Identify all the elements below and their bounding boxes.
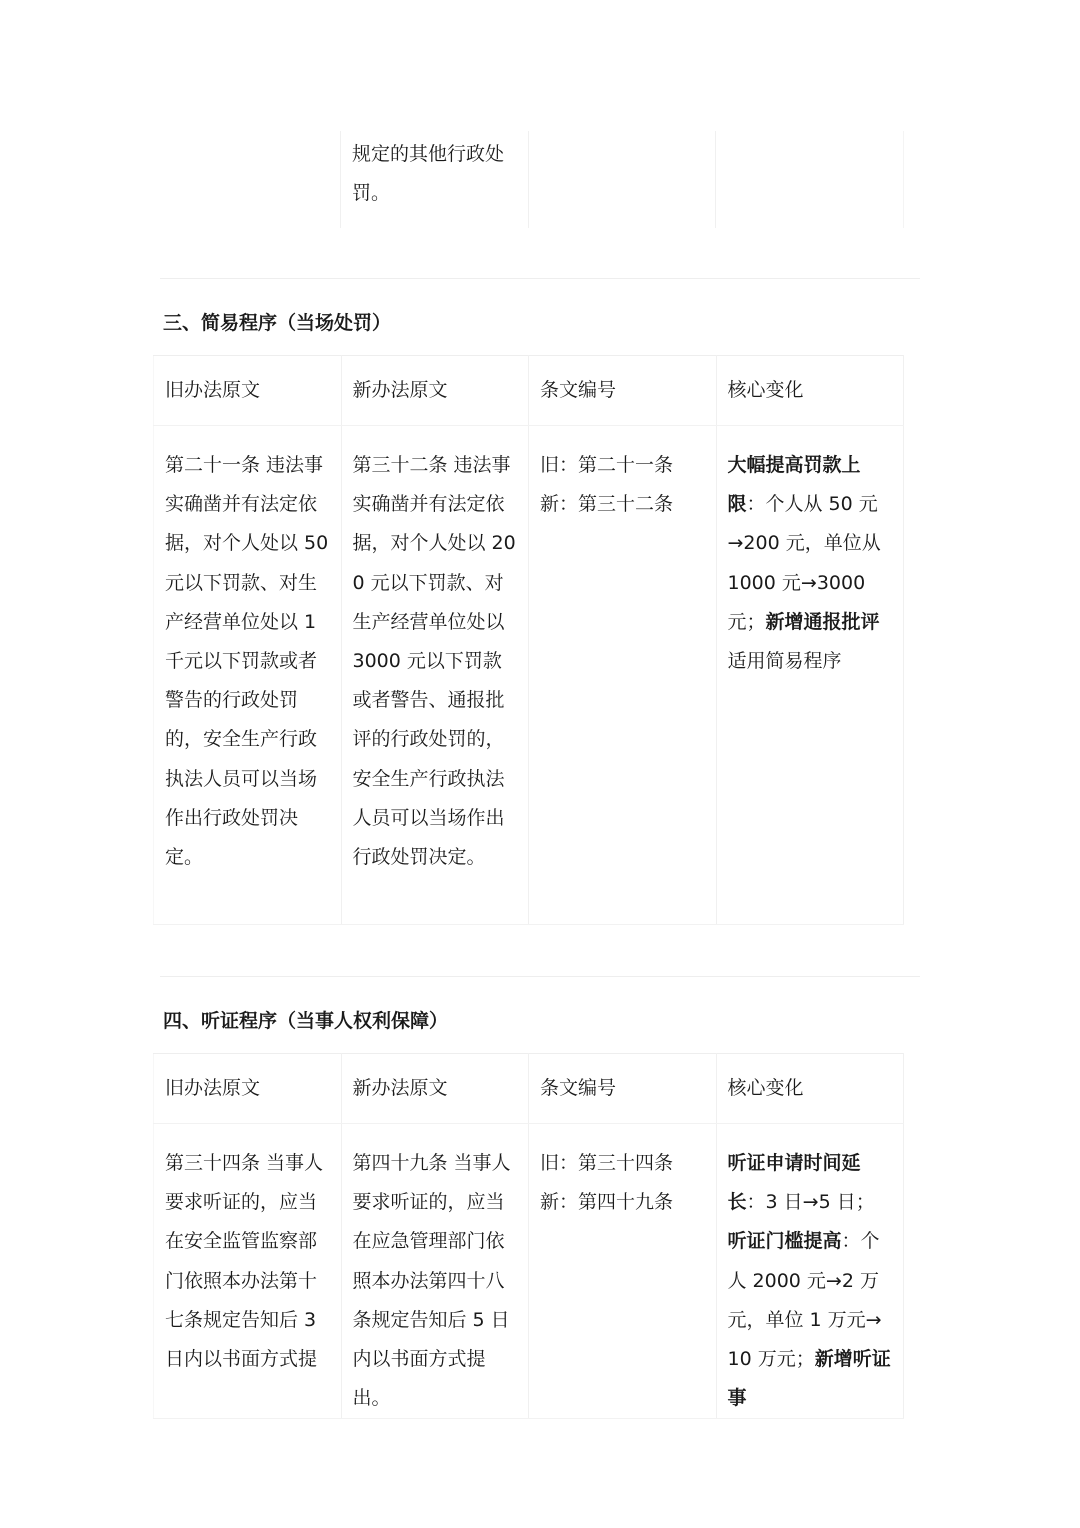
section-title: 三、简易程序（当场处罚）	[163, 312, 392, 334]
change-highlight: 新增通报批评	[765, 610, 880, 633]
new-text-cell: 第三十二条 违法事实确凿并有法定依据，对个人处以 200 元以下罚款、对生产经营单位处以 3000 元以下罚款或者警告、通报批评的行政处罚的，安全生产行政执法人员可以当场作出行政处罚决定。	[341, 426, 529, 925]
change-text: ：个人 2000 元→2 万元，单位 1 万元→10 万元；	[727, 1230, 882, 1371]
change-highlight: 听证门槛提高	[727, 1230, 842, 1253]
article-new: 新：第三十二条	[540, 493, 674, 516]
table-cell	[528, 131, 716, 228]
column-header: 新办法原文	[341, 356, 529, 426]
change-text: ：个人从 50 元→200 元，单位从 1000 元→3000 元；	[727, 493, 881, 633]
core-change-cell	[716, 1124, 904, 1419]
column-header: 条文编号	[529, 1054, 717, 1124]
section-divider	[160, 278, 920, 279]
change-highlight: 新增听证事	[727, 1348, 891, 1410]
column-header: 条文编号	[529, 356, 717, 426]
column-header: 旧办法原文	[154, 1054, 342, 1124]
table-cell	[716, 131, 904, 228]
article-old: 旧：第三十四条	[540, 1152, 674, 1174]
article-number-cell	[529, 1124, 717, 1419]
change-text: 适用简易程序	[727, 650, 842, 673]
article-old: 旧：第二十一条	[540, 454, 674, 476]
column-header: 旧办法原文	[154, 356, 342, 426]
table-row	[154, 426, 904, 925]
table-cell	[153, 131, 341, 228]
table-cell	[341, 131, 529, 228]
new-text-cell: 第四十九条 当事人要求听证的，应当在应急管理部门依照本办法第四十八条规定告知后 5 日内以书面方式提出。	[341, 1124, 529, 1419]
table-row	[154, 1124, 904, 1419]
column-header: 新办法原文	[341, 1054, 529, 1124]
table-header-row	[154, 356, 904, 426]
column-header: 核心变化	[716, 1054, 904, 1124]
change-text: ：3 日→5 日；	[746, 1191, 875, 1214]
section-divider	[160, 976, 920, 977]
article-new: 新：第四十九条	[540, 1191, 674, 1214]
simple-procedure-table	[153, 355, 904, 925]
section-title: 四、听证程序（当事人权利保障）	[163, 1010, 449, 1032]
hearing-procedure-table	[153, 1053, 904, 1419]
change-highlight: 听证申请时间延长	[727, 1152, 861, 1214]
old-text-cell: 第二十一条 违法事实确凿并有法定依据，对个人处以 50 元以下罚款、对生产经营单位处以 1 千元以下罚款或者警告的行政处罚的，安全生产行政执法人员可以当场作出行政处罚决定。	[154, 426, 342, 925]
table-header-row	[154, 1054, 904, 1124]
table-row	[153, 131, 903, 228]
old-text-cell: 第三十四条 当事人要求听证的，应当在安全监管监察部门依照本办法第十七条规定告知后 3 日内以书面方式提	[154, 1124, 342, 1419]
article-number-cell	[529, 426, 717, 925]
core-change-cell	[716, 426, 904, 925]
column-header: 核心变化	[716, 356, 904, 426]
cell-text: 规定的其他行政处罚。	[352, 143, 505, 205]
change-highlight: 大幅提高罚款上限	[727, 454, 861, 516]
penalty-table-fragment	[153, 131, 904, 228]
